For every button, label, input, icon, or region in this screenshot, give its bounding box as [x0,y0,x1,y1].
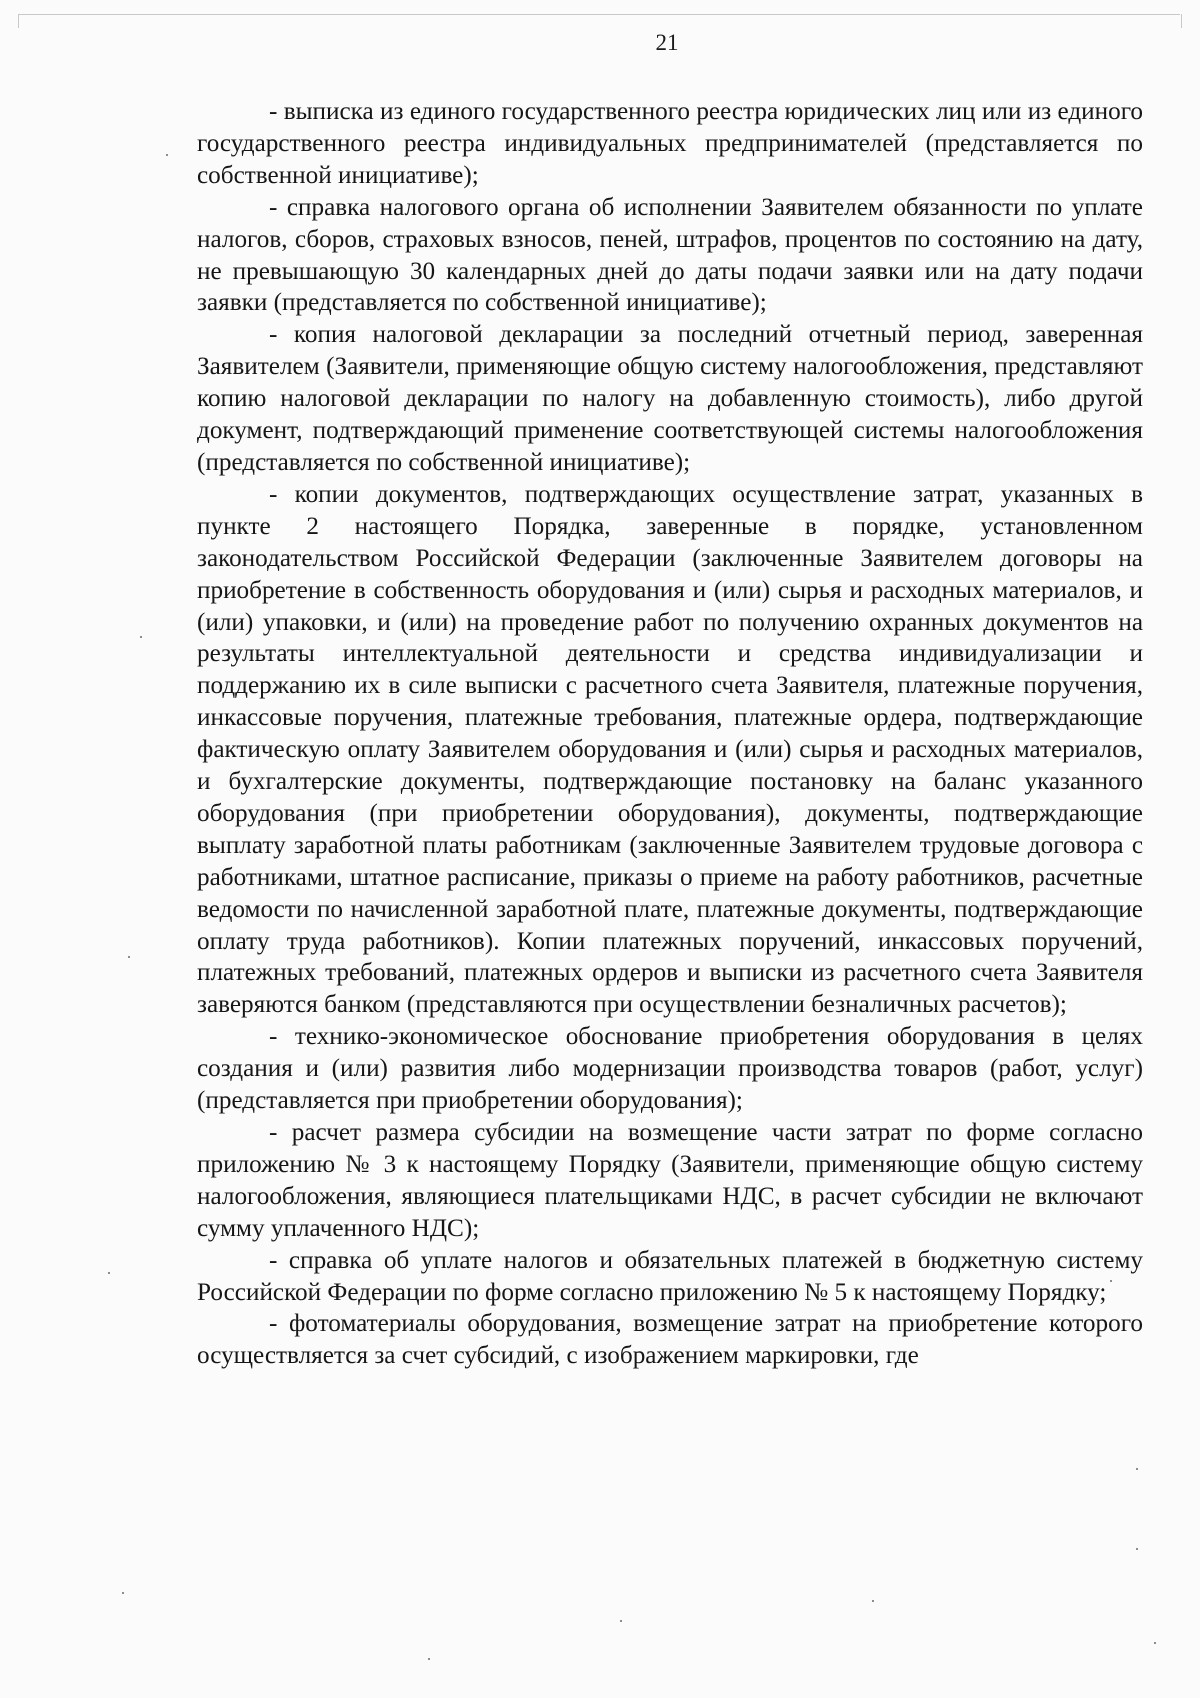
paragraph-expense-documents: - копии документов, подтверждающих осуществление затрат, указанных в пункте 2 настоящего Порядка, заверенные в порядке, установленном законодательством Российской Федерации (заключенные Заявителем договоры на приобретение в собственность оборудования и (или) сырья и расходных материалов, и (или) упаковки, и (или) на проведение работ по получению охранных документов на результаты интеллектуальной деятельности и средства индивидуализации и поддержанию их в силе выписки с расчетного счета Заявителя, платежные поручения, инкассовые поручения, платежные требования, платежные ордера, подтверждающие фактическую оплату Заявителем оборудования и (или) сырья и расходных материалов, и бухгалтерские документы, подтверждающие постановку на баланс указанного оборудования (при приобретении оборудования), документы, подтверждающие выплату заработной платы работникам (заключенные Заявителем трудовые договора с работниками, штатное расписание, приказы о приеме на работу работников, расчетные ведомости по начисленной заработной плате, платежные документы, подтверждающие оплату труда работников). Копии платежных поручений, инкассовых поручений, платежных требований, платежных ордеров и выписки из расчетного счета Заявителя заверяются банком (представляются при осуществлении безналичных расчетов); [197,480,1143,1019]
scan-speck [128,956,130,958]
scan-speck [428,1658,430,1660]
scan-speck [1136,1548,1138,1550]
scan-speck [872,1600,874,1602]
scan-speck [1110,1280,1112,1282]
scan-speck [166,154,168,156]
scan-border-left [18,14,19,28]
scan-border-top [18,14,1180,15]
scan-speck [620,1620,622,1622]
scan-speck [1136,1468,1138,1470]
paragraph-tax-declaration: - копия налоговой декларации за последний отчетный период, заверенная Заявителем (Заявители, применяющие общую систему налогообложения, представляют копию налоговой декларации по налогу на добавленную стоимость), либо другой документ, подтверждающий применение соответствующей системы налогообложения (представляется по собственной инициативе); [197,321,1143,476]
paragraph-egrul-extract: - выписка из единого государственного реестра юридических лиц или из единого государственного реестра индивидуальных предпринимателей (представляется по собственной инициативе); [197,98,1143,189]
page-number: 21 [655,30,679,55]
paragraph-subsidy-calculation: - расчет размера субсидии на возмещение части затрат по форме согласно приложению № 3 к настоящему Порядку (Заявители, применяющие общую систему налогообложения, являющиеся плательщиками НДС, в расчет субсидии не включают сумму уплаченного НДС); [197,1119,1143,1242]
scan-speck [122,1592,124,1594]
paragraph-tax-payment-certificate: - справка об уплате налогов и обязательных платежей в бюджетную систему Российской Федерации по форме согласно приложению № 5 к настоящему Порядку; [197,1246,1143,1306]
paragraph-equipment-photos: - фотоматериалы оборудования, возмещение затрат на приобретение которого осуществляется за счет субсидий, с изображением маркировки, где [197,1310,1143,1370]
paragraph-tax-certificate: - справка налогового органа об исполнении Заявителем обязанности по уплате налогов, сборов, страховых взносов, пеней, штрафов, процентов по состоянию на дату, не превышающую 30 календарных дней до даты подачи заявки или на дату подачи заявки (представляется по собственной инициативе); [197,193,1143,317]
scan-speck [108,1272,110,1274]
scan-border-right [1181,14,1182,28]
paragraph-feasibility-study: - технико-экономическое обоснование приобретения оборудования в целях создания и (или) развития либо модернизации производства товаров (работ, услуг) (представляется при приобретении оборудования); [197,1023,1143,1115]
scan-speck [140,636,142,638]
scan-speck [1154,1642,1156,1644]
document-body [197,96,1143,1372]
